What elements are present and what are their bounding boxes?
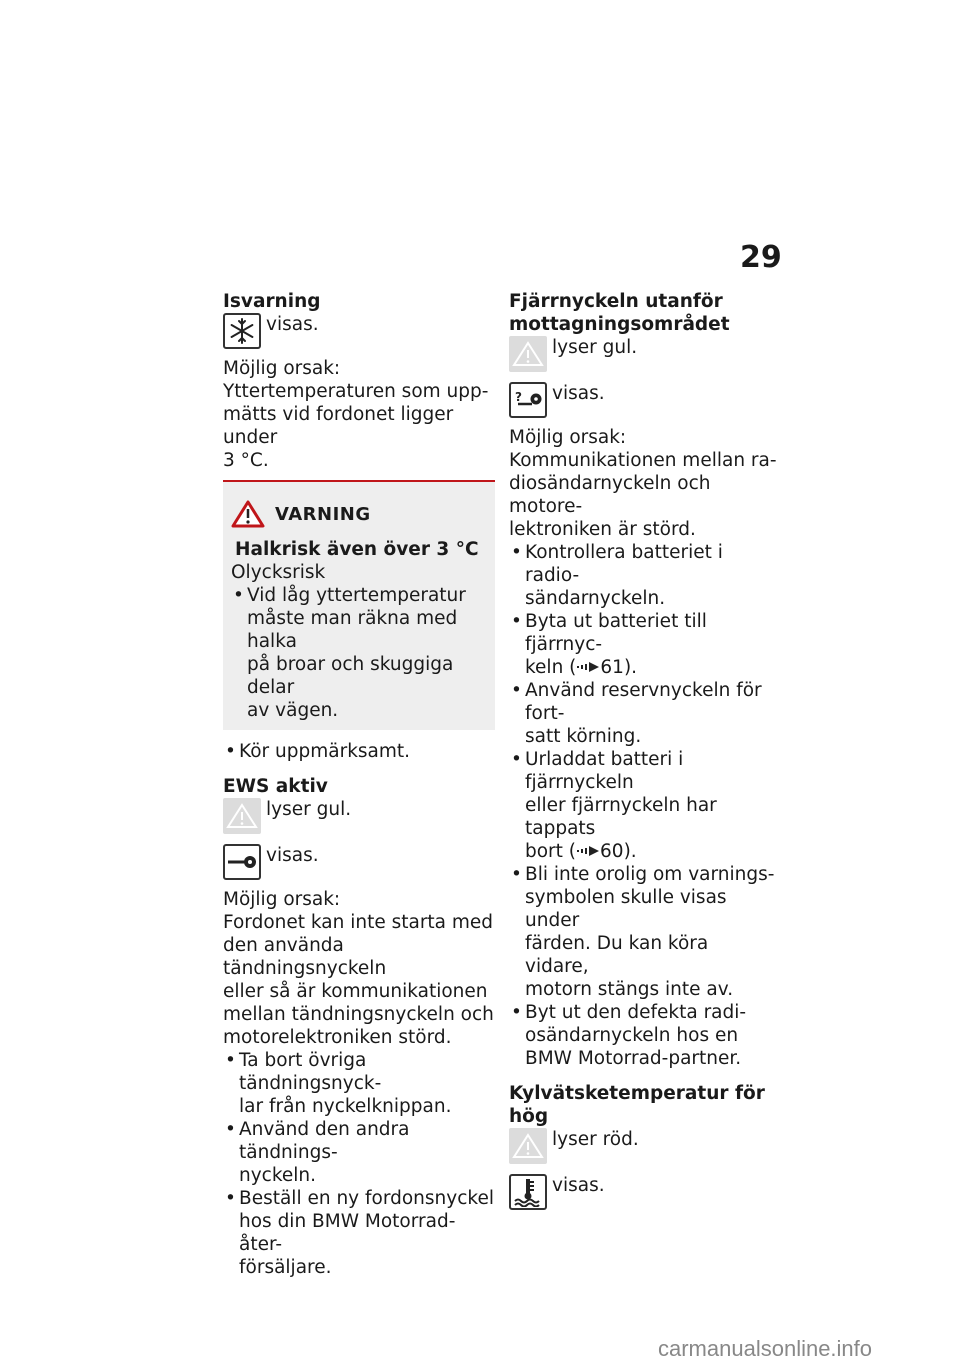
remote-icon-row-1	[509, 336, 777, 372]
remote-cause-line: lektroniken är störd.	[509, 519, 696, 540]
remote-bullet-line: bort ( 60).	[525, 841, 637, 862]
remote-bullet-line: symbolen skulle visas under	[525, 887, 727, 931]
remote-key-question-icon	[509, 382, 547, 418]
warning-subtitle: Halkrisk även över 3 °C	[235, 539, 479, 560]
snowflake-icon	[223, 313, 261, 349]
remote-cause-line: diosändarnyckeln och motore-	[509, 473, 711, 517]
remote-bullet-line: färden. Du kan köra vidare,	[525, 933, 709, 977]
warning-risk: Olycksrisk	[231, 562, 326, 583]
ews-bullet-line: försäljare.	[239, 1257, 332, 1278]
right-column	[509, 290, 777, 1210]
ews-icon2-text: visas.	[266, 845, 319, 866]
ews-cause-line: Fordonet kan inte starta med	[223, 912, 494, 933]
coolant-temperature-icon	[509, 1174, 547, 1210]
remote-bullet: • Bli inte orolig om varnings-	[509, 863, 777, 886]
coolant-icon-row-1	[509, 1128, 777, 1164]
warning-bullet-line: av vägen.	[247, 700, 339, 721]
remote-heading: Fjärrnyckeln utanför	[509, 291, 723, 312]
coolant-icon-row-2	[509, 1174, 777, 1210]
ews-bullet: • Ta bort övriga tändningsnyck-	[223, 1049, 495, 1095]
remote-bullet-line: osändarnyckeln hos en	[525, 1025, 739, 1046]
ice-warning-heading: Isvarning	[223, 291, 321, 312]
page-reference-arrow-icon	[576, 660, 600, 674]
warning-title	[231, 500, 487, 528]
ews-cause-line: mellan tändningsnyckeln och	[223, 1004, 494, 1025]
remote-bullet: • Kontrollera batteriet i radio-	[509, 541, 777, 587]
page-reference-arrow-icon	[576, 844, 600, 858]
ice-cause-line: 3 °C.	[223, 450, 269, 471]
remote-icon1-text: lyser gul.	[552, 337, 638, 358]
remote-bullet-line: motorn stängs inte av.	[525, 979, 734, 1000]
remote-icon2-text: visas.	[552, 383, 605, 404]
page-number: 29	[740, 240, 782, 275]
warning-bullet-line: måste man räkna med halka	[247, 608, 458, 652]
ews-bullet: • Beställ en ny fordonsnyckel	[223, 1187, 495, 1210]
ews-cause-line: den använda tändningsnyckeln	[223, 935, 387, 979]
ews-cause-label: Möjlig orsak:	[223, 889, 341, 910]
coolant-heading: Kylvätsketemperatur för hög	[509, 1083, 765, 1127]
coolant-icon1-text: lyser röd.	[552, 1129, 639, 1150]
left-column	[223, 290, 495, 1279]
watermark: carmanualsonline.info	[658, 1336, 873, 1361]
ews-icon1-text: lyser gul.	[266, 799, 352, 820]
ews-heading: EWS aktiv	[223, 776, 328, 797]
ews-bullet-line: lar från nyckelknippan.	[239, 1096, 452, 1117]
ice-icon-text: visas.	[266, 314, 319, 335]
remote-bullet-line: eller fjärrnyckeln har tappats	[525, 795, 717, 839]
remote-bullet: • Urladdat batteri i fjärrnyckeln	[509, 748, 777, 794]
general-warning-icon	[223, 798, 261, 834]
ews-bullet-line: nyckeln.	[239, 1165, 317, 1186]
ews-icon-row-2	[223, 844, 495, 880]
warning-title-text: VARNING	[275, 503, 371, 525]
ice-icon-row	[223, 313, 495, 349]
remote-bullet: • Byt ut den defekta radi-	[509, 1001, 777, 1024]
ews-bullet: • Använd den andra tändnings-	[223, 1118, 495, 1164]
ews-icon-row-1	[223, 798, 495, 834]
remote-cause-label: Möjlig orsak:	[509, 427, 627, 448]
remote-heading: mottagningsområdet	[509, 314, 730, 335]
ice-cause-line: mätts vid fordonet ligger under	[223, 404, 454, 448]
ice-cause-label: Möjlig orsak:	[223, 358, 341, 379]
ews-cause-line: eller så är kommunikationen	[223, 981, 488, 1002]
warning-bullet-line: på broar och skuggiga delar	[247, 654, 454, 698]
coolant-icon2-text: visas.	[552, 1175, 605, 1196]
remote-bullet-line: BMW Motorrad-partner.	[525, 1048, 742, 1069]
remote-bullet-line: keln ( 61).	[525, 657, 638, 678]
key-icon	[223, 844, 261, 880]
remote-bullet: • Byta ut batteriet till fjärrnyc-	[509, 610, 777, 656]
ews-bullet-line: hos din BMW Motorrad-åter-	[239, 1211, 456, 1255]
remote-bullet-line: satt körning.	[525, 726, 642, 747]
remote-cause-line: Kommunikationen mellan ra-	[509, 450, 777, 471]
warning-bullet: • Vid låg yttertemperatur	[231, 584, 487, 607]
ice-cause-line: Yttertemperaturen som upp-	[223, 381, 489, 402]
ews-cause-line: motorelektroniken störd.	[223, 1027, 452, 1048]
warning-triangle-icon	[231, 500, 265, 528]
remote-bullet-line: sändarnyckeln.	[525, 588, 666, 609]
svg-text:?: ?	[515, 390, 522, 404]
general-warning-icon	[509, 1128, 547, 1164]
general-warning-icon	[509, 336, 547, 372]
remote-icon-row-2	[509, 382, 777, 418]
remote-bullet: • Använd reservnyckeln för fort-	[509, 679, 777, 725]
after-warning-bullet: • Kör uppmärksamt.	[223, 740, 495, 763]
warning-box	[223, 480, 495, 730]
